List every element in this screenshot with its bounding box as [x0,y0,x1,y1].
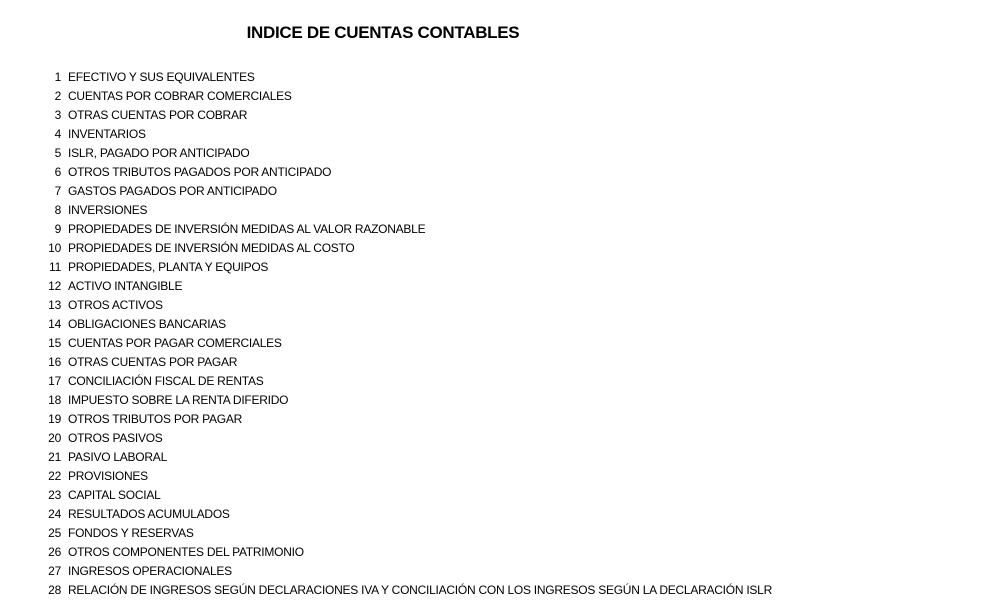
page-title: INDICE DE CUENTAS CONTABLES [246,23,520,42]
index-item-number: 7 [54,184,61,198]
index-item-label: OTRAS CUENTAS POR PAGAR [68,355,238,369]
index-item[interactable] [30,182,772,201]
index-item[interactable] [30,144,772,163]
index-item-number: 17 [48,374,61,388]
index-item[interactable] [30,201,772,220]
index-item-number: 6 [54,165,61,179]
index-item-label: INVERSIONES [68,203,148,217]
index-item-number: 19 [48,412,61,426]
index-item-label: INVENTARIOS [68,127,146,141]
index-item-label: OTROS TRIBUTOS PAGADOS POR ANTICIPADO [68,165,332,179]
index-item-label: OTROS ACTIVOS [68,298,163,312]
index-item-label: OTROS COMPONENTES DEL PATRIMONIO [68,545,304,559]
index-item-label: ACTIVO INTANGIBLE [68,279,183,293]
index-item[interactable] [30,87,772,106]
index-item-label: IMPUESTO SOBRE LA RENTA DIFERIDO [68,393,289,407]
index-item-number: 21 [48,450,61,464]
index-item-number: 20 [48,431,61,445]
index-item[interactable] [30,448,772,467]
index-item-number: 8 [54,203,61,217]
index-item-label: OTROS PASIVOS [68,431,163,445]
index-item[interactable] [30,372,772,391]
index-item-number: 5 [54,146,61,160]
index-item[interactable] [30,410,772,429]
index-item[interactable] [30,220,772,239]
index-item-number: 9 [54,222,61,236]
index-item[interactable] [30,429,772,448]
index-item[interactable] [30,467,772,486]
index-item[interactable] [30,486,772,505]
index-item-number: 15 [48,336,61,350]
index-item-number: 1 [54,70,61,84]
index-item-number: 26 [48,545,61,559]
index-item[interactable] [30,562,772,581]
index-item-label: OBLIGACIONES BANCARIAS [68,317,226,331]
index-item-number: 23 [48,488,61,502]
index-item-number: 24 [48,507,61,521]
index-item-label: GASTOS PAGADOS POR ANTICIPADO [68,184,277,198]
index-item-label: EFECTIVO Y SUS EQUIVALENTES [68,70,255,84]
index-item[interactable] [30,277,772,296]
index-item[interactable] [30,68,772,87]
index-item-number: 25 [48,526,61,540]
index-item-label: INGRESOS OPERACIONALES [68,564,232,578]
index-item[interactable] [30,258,772,277]
index-item-label: FONDOS Y RESERVAS [68,526,194,540]
index-item[interactable] [30,581,772,600]
index-item[interactable] [30,543,772,562]
index-item[interactable] [30,106,772,125]
index-item-label: PROVISIONES [68,469,148,483]
index-item-label: CUENTAS POR PAGAR COMERCIALES [68,336,282,350]
index-item-label: PROPIEDADES DE INVERSIÓN MEDIDAS AL COSTO [68,241,355,255]
index-item[interactable] [30,163,772,182]
index-item-label: RELACIÓN DE INGRESOS SEGÚN DECLARACIONES IVA Y CONCILIACIÓN CON LOS INGRESOS SEGÚN LA DECLARACIÓN ISLR [68,583,773,597]
index-item-label: PASIVO LABORAL [68,450,167,464]
index-item-label: CONCILIACIÓN FISCAL DE RENTAS [68,374,264,388]
index-item-number: 18 [48,393,61,407]
index-item-label: RESULTADOS ACUMULADOS [68,507,230,521]
index-item-number: 14 [48,317,61,331]
index-item-number: 4 [54,127,61,141]
index-item-number: 11 [49,260,61,274]
index-item-label: CUENTAS POR COBRAR COMERCIALES [68,89,292,103]
index-item[interactable] [30,315,772,334]
index-item-number: 13 [48,298,61,312]
index-item-number: 2 [54,89,61,103]
index-item[interactable] [30,524,772,543]
index-item-number: 3 [54,108,61,122]
index-item-number: 22 [48,469,61,483]
index-item[interactable] [30,334,772,353]
account-index-list [30,68,772,600]
index-item-label: ISLR, PAGADO POR ANTICIPADO [68,146,250,160]
index-item-number: 16 [48,355,61,369]
index-item[interactable] [30,353,772,372]
index-item[interactable] [30,125,772,144]
index-item-label: CAPITAL SOCIAL [68,488,161,502]
index-item[interactable] [30,296,772,315]
index-item-label: OTRAS CUENTAS POR COBRAR [68,108,248,122]
index-item[interactable] [30,505,772,524]
index-item[interactable] [30,391,772,410]
index-item-number: 12 [48,279,61,293]
index-item-label: OTROS TRIBUTOS POR PAGAR [68,412,243,426]
index-item[interactable] [30,239,772,258]
index-item-number: 10 [48,241,61,255]
index-item-label: PROPIEDADES, PLANTA Y EQUIPOS [68,260,269,274]
index-item-label: PROPIEDADES DE INVERSIÓN MEDIDAS AL VALOR RAZONABLE [68,222,426,236]
index-item-number: 27 [48,564,61,578]
index-item-number: 28 [48,583,61,597]
